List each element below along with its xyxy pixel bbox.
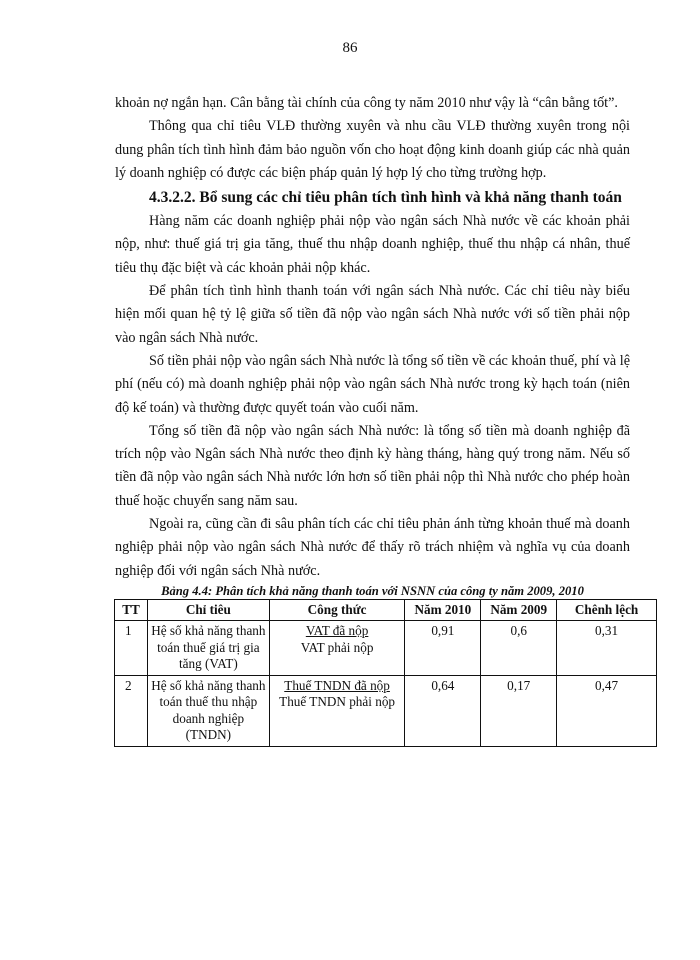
- cell-tt: 2: [115, 675, 148, 746]
- cell-difference: 0,31: [557, 621, 657, 676]
- cell-formula: [269, 621, 405, 676]
- cell-indicator: Hệ số khả năng thanh toán thuế thu nhập doanh nghiệp (TNDN): [147, 675, 269, 746]
- cell-difference: 0,47: [557, 675, 657, 746]
- paragraph: Ngoài ra, cũng cần đi sâu phân tích các chỉ tiêu phản ánh từng khoản thuế mà doanh nghiệp phải nộp vào ngân sách Nhà nước để thấy rõ trách nhiệm và nghĩa vụ của doanh nghiệp đối với ngân sách Nhà nước.: [115, 516, 630, 579]
- table-row: [115, 621, 657, 676]
- header-tt: TT: [115, 599, 148, 621]
- formula-numerator: Thuế TNDN đã nộp: [284, 677, 390, 693]
- paragraph: Để phân tích tình hình thanh toán với ngân sách Nhà nước. Các chỉ tiêu này biểu hiện mối quan hệ tỷ lệ giữa số tiền đã nộp vào ngân sách Nhà nước với số tiền phải nộp vào ngân sách Nhà nước.: [115, 283, 630, 346]
- paragraph: Tổng số tiền đã nộp vào ngân sách Nhà nước: là tổng số tiền mà doanh nghiệp đã trích nộp vào Ngân sách Nhà nước theo định kỳ hàng tháng, hàng quý trong năm. Nếu số tiền đã nộp vào ngân sách Nhà nước lớn hơn số tiền phải nộp thì Nhà nước cho phép hoàn thuế hoặc chuyển sang năm sau.: [115, 422, 630, 509]
- section-heading: 4.3.2.2. Bổ sung các chỉ tiêu phân tích tình hình và khả năng thanh toán: [149, 189, 622, 207]
- paragraph: Số tiền phải nộp vào ngân sách Nhà nước là tổng số tiền về các khoản thuế, phí và lệ phí (nếu có) mà doanh nghiệp phải nộp vào ngân sách Nhà nước trong kỳ hạch toán (niên độ kế toán) và thường được quyết toán vào cuối năm.: [115, 352, 630, 416]
- header-year-2009: Năm 2009: [481, 599, 557, 621]
- table-row: [115, 675, 657, 746]
- table-header-row: [115, 599, 657, 621]
- cell-tt: 1: [115, 621, 148, 676]
- cell-year-2010: 0,91: [405, 621, 481, 676]
- formula-denominator: Thuế TNDN phải nộp: [279, 694, 396, 710]
- document-body: [115, 92, 639, 747]
- formula-numerator: VAT đã nộp: [305, 623, 369, 639]
- paragraph: khoản nợ ngắn hạn. Cân bằng tài chính của công ty năm 2010 như vậy là “cân bằng tốt”.: [115, 95, 618, 111]
- paragraph: Thông qua chỉ tiêu VLĐ thường xuyên và nhu cầu VLĐ thường xuyên trong nội dung phân tích tình hình đảm bảo nguồn vốn cho hoạt động kinh doanh giúp các nhà quản lý doanh nghiệp có được các biện pháp quản lý hợp lý cho từng trường hợp.: [115, 118, 630, 181]
- cell-indicator: Hệ số khả năng thanh toán thuế giá trị gia tăng (VAT): [147, 621, 269, 676]
- cell-year-2009: 0,17: [481, 675, 557, 746]
- page-number: 86: [342, 40, 358, 56]
- header-year-2010: Năm 2010: [405, 599, 481, 621]
- cell-year-2010: 0,64: [405, 675, 481, 746]
- tax-payment-table: [114, 599, 657, 747]
- formula-denominator: VAT phải nộp: [300, 639, 374, 655]
- cell-formula: [269, 675, 405, 746]
- paragraph: Hàng năm các doanh nghiệp phải nộp vào ngân sách Nhà nước về các khoản phải nộp, như: thuế giá trị gia tăng, thuế thu nhập doanh nghiệp, thuế thu nhập cá nhân, thuế tiêu thụ đặc biệt và các khoản phải nộp khác.: [115, 213, 630, 276]
- header-formula: Công thức: [269, 599, 405, 621]
- header-difference: Chênh lệch: [557, 599, 657, 621]
- header-indicator: Chỉ tiêu: [147, 599, 269, 621]
- table-caption: Bảng 4.4: Phân tích khả năng thanh toán với NSNN của công ty năm 2009, 2010: [161, 583, 584, 598]
- cell-year-2009: 0,6: [481, 621, 557, 676]
